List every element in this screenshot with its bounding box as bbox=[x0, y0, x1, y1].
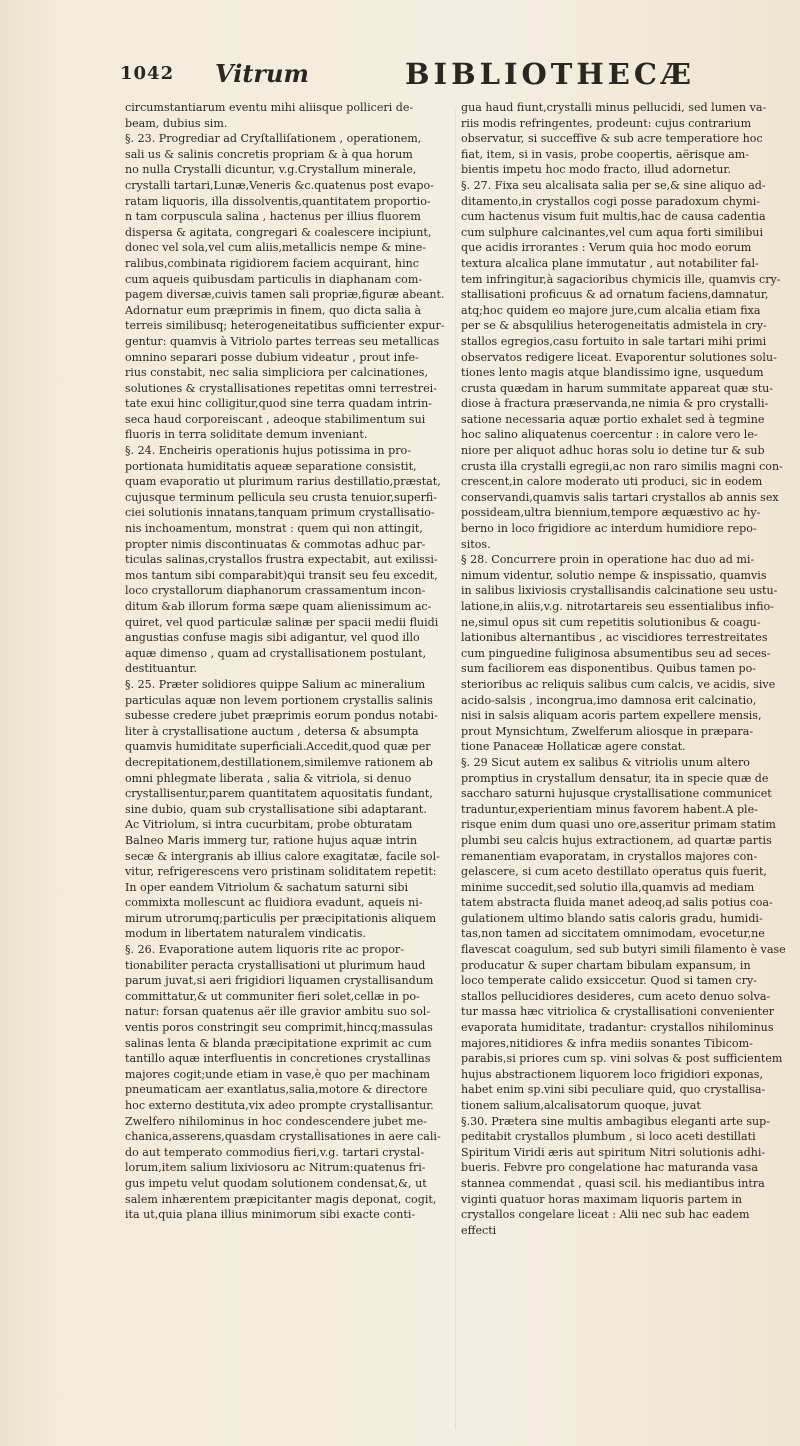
text-line: plumbi seu calcis hujus extractionem, ad quartæ partis bbox=[461, 833, 772, 847]
text-line: salem inhærentem præpicitanter magis deponat, cogit, bbox=[125, 1192, 437, 1206]
text-line: Spiritum Viridi æris aut spiritum Nitri solutionis adhi- bbox=[461, 1145, 766, 1159]
text-line: §. 25. Præter solidiores quippe Salium ac mineralium bbox=[125, 677, 426, 691]
running-title: BIBLIOTHECÆ bbox=[405, 57, 695, 91]
text-line: sterioribus ac reliquis salibus cum calcis, ve acidis, sive bbox=[461, 677, 776, 691]
text-line: tate exui hinc colligitur,quod sine terra quadam intrin- bbox=[125, 397, 432, 411]
text-line: tione Panaceæ Hollaticæ agere constat. bbox=[461, 740, 686, 754]
text-line: fiat, item, si in vasis, probe coopertis, aërisque am- bbox=[461, 147, 750, 161]
text-line: parum juvat,si aeri frigidiori liquamen crystallisandum bbox=[125, 974, 434, 988]
text-line: portionata humiditatis aqueæ separatione consistit, bbox=[125, 459, 417, 473]
text-line: gentur: quamvis à Vitriolo partes terreas seu metallicas bbox=[125, 334, 440, 348]
text-line: omni phlegmate liberata , salia & vitriola, si denuo bbox=[125, 771, 412, 785]
text-line: tatem abstracta fluida manet adeoq,ad salis potius coa- bbox=[461, 896, 773, 910]
text-line: do aut temperato commodius fieri,v.g. tartari crystal- bbox=[125, 1145, 425, 1159]
text-line: effecti bbox=[461, 1223, 497, 1237]
text-line: gus impetu velut quodam solutionem condensat,&, ut bbox=[125, 1176, 427, 1190]
text-line: donec vel sola,vel cum aliis,metallicis nempe & mine- bbox=[125, 241, 427, 255]
text-line: loco temperate calido exsiccetur. Quod si tamen cry- bbox=[461, 974, 758, 988]
text-line: observatur, si succeffive & sub acre temperatiore hoc bbox=[461, 132, 763, 146]
text-line: chanica,asserens,quasdam crystallisationes in aere cali- bbox=[125, 1130, 441, 1144]
text-line: liter à crystallisatione auctum , detersa & absumpta bbox=[125, 724, 419, 738]
text-line: natur: forsan quatenus aër ille gravior ambitu suo sol- bbox=[125, 1005, 431, 1019]
text-line: quam evaporatio ut plurimum rarius destillatio,præstat, bbox=[125, 475, 441, 489]
text-line: vitur, refrigerescens vero pristinam soliditatem repetit: bbox=[125, 865, 437, 879]
text-line: angustias confuse magis sibi adigantur, vel quod illo bbox=[125, 631, 420, 645]
text-line: promptius in crystallum densatur, ita in specie quæ de bbox=[461, 771, 769, 785]
text-line: ralibus,combinata rigidiorem faciem acquirant, hinc bbox=[125, 256, 419, 270]
text-line: diose à fractura præservanda,ne nimia & pro crystalli- bbox=[461, 397, 769, 411]
text-line: sitos. bbox=[461, 537, 491, 551]
text-line: mos tantum sibi comparabit)qui transit seu feu excedit, bbox=[125, 568, 438, 582]
text-line: bueris. Febvre pro congelatione hac maturanda vasa bbox=[461, 1161, 758, 1175]
text-line: possideam,ultra biennium,tempore æquæstivo ac hy- bbox=[461, 506, 761, 520]
text-line: parabis,si priores cum sp. vini solvas & post sufficientem bbox=[461, 1052, 783, 1066]
text-line: flavescat coagulum, sed sub butyri simili filamento è vase bbox=[461, 943, 786, 957]
text-line: secæ & intergranis ab illius calore exagitatæ, facile sol- bbox=[125, 849, 440, 863]
text-line: ventis poros constringit seu comprimit,hincq;massulas bbox=[125, 1021, 433, 1035]
running-name: Vitrum bbox=[215, 59, 309, 88]
text-line: loco crystallorum diaphanorum crassamentum incon- bbox=[125, 584, 426, 598]
text-line: tiones lento magis atque blandissimo igne, usquedum bbox=[461, 366, 764, 380]
text-line: particulas aquæ non levem portionem crystallis salinis bbox=[125, 693, 433, 707]
text-line: commixta mollescunt ac fluidiora evadunt, aqueis ni- bbox=[125, 896, 423, 910]
text-line: nimum videntur, solutio nempe & inspissatio, quamvis bbox=[461, 568, 767, 582]
text-line: lorum,item salium lixiviosoru ac Nitrum:quatenus fri- bbox=[125, 1161, 426, 1175]
text-line: riis modis refringentes, prodeunt: cujus contrarium bbox=[461, 116, 752, 130]
text-line: nisi in salsis aliquam acoris partem expellere mensis, bbox=[461, 709, 762, 723]
text-line: latione,in aliis,v.g. nitrotartareis seu essentialibus infio- bbox=[461, 600, 774, 613]
text-line: hoc salino aliquatenus coercentur : in calore vero le- bbox=[461, 428, 758, 442]
column-gutter bbox=[455, 110, 456, 1430]
text-line: minime succedit,sed solutio illa,quamvis ad mediam bbox=[461, 880, 755, 894]
text-line: ditamento,in crystallos cogi posse paradoxum chymi- bbox=[461, 194, 761, 208]
text-line: hujus abstractionem liquorem loco frigidiori exponas, bbox=[461, 1067, 764, 1081]
text-line: majores cogit;unde etiam in vase,è quo per machinam bbox=[125, 1067, 431, 1081]
text-line: niore per aliquot adhuc horas solu io detine tur & sub bbox=[461, 444, 765, 458]
text-line: Zwelfero nihilominus in hoc condescendere jubet me- bbox=[125, 1114, 427, 1128]
text-line: viginti quatuor horas maximam liquoris partem in bbox=[461, 1192, 743, 1206]
text-line: stannea commendat , quasi scil. his mediantibus intra bbox=[461, 1176, 765, 1190]
text-line: rius constabit, nec salia simpliciora per calcinationes, bbox=[125, 366, 429, 380]
text-line: In oper eandem Vitriolum & sachatum saturni sibi bbox=[125, 880, 409, 894]
text-line: tionem salium,alcalisatorum quoque, juvat bbox=[461, 1099, 701, 1112]
text-line: atq;hoc quidem eo majore jure,cum alcalia etiam fixa bbox=[461, 303, 761, 317]
text-line: acido-salsis , incongrua,imo damnosa erit calcinatio, bbox=[461, 693, 757, 707]
text-line: §.30. Prætera sine multis ambagibus eleganti arte sup- bbox=[461, 1114, 771, 1128]
text-line: §. 26. Evaporatione autem liquoris rite ac propor- bbox=[125, 943, 404, 957]
text-line: crystalli tartari,Lunæ,Veneris &c.quatenus post evapo- bbox=[125, 178, 434, 192]
text-line: §. 27. Fixa seu alcalisata salia per se,& sine aliquo ad- bbox=[461, 178, 766, 192]
text-line: bientis impetu hoc modo fracto, illud adornetur. bbox=[461, 163, 731, 177]
text-line: sali us & salinis concretis propriam & à qua horum bbox=[125, 147, 413, 161]
text-line: mirum utrorumq;particulis per præcipitationis aliquem bbox=[125, 911, 437, 925]
text-line: propter nimis discontinuatas & commotas adhuc par- bbox=[125, 537, 426, 551]
text-line: risque enim dum quasi uno ore,asseritur primam statim bbox=[461, 818, 776, 832]
text-line: tionabiliter peracta crystallisationi ut plurimum haud bbox=[125, 958, 426, 972]
text-line: ita ut,quia plana illius minimorum sibi exacte conti- bbox=[125, 1208, 416, 1222]
text-line: prout Mynsichtum, Zwelferum aliosque in præpara- bbox=[461, 724, 754, 738]
text-line: tantillo aquæ interfluentis in concretiones crystallinas bbox=[125, 1052, 431, 1066]
text-line: crescent,in calore moderato uti produci, sic in eodem bbox=[461, 475, 763, 489]
text-line: lationibus alternantibus , ac viscidiores terrestreitates bbox=[461, 631, 768, 645]
text-line: no nulla Crystalli dicuntur, v.g.Crystallum minerale, bbox=[125, 163, 417, 177]
running-header bbox=[120, 55, 800, 95]
text-line: aquæ dimenso , quam ad crystallisationem postulant, bbox=[125, 646, 427, 660]
text-line: terreis similibusq; heterogeneitatibus sufficienter expur- bbox=[125, 319, 445, 333]
text-line: crystallisentur,parem quantitatem aquositatis fundant, bbox=[125, 787, 433, 801]
text-line: producatur & super chartam bibulam expansum, in bbox=[461, 958, 751, 972]
text-line: traduntur,experientiam minus favorem habent.A ple- bbox=[461, 802, 758, 816]
text-line: gelascere, si cum aceto destillato operatus quis fuerit, bbox=[461, 865, 767, 879]
text-line: sum faciliorem eas disponentibus. Quibus tamen po- bbox=[461, 662, 757, 676]
text-line: stallos pellucidiores desideres, cum aceto denuo solva- bbox=[461, 989, 771, 1003]
text-line: cujusque terminum pellicula seu crusta tenuior,superfi- bbox=[125, 490, 438, 504]
text-line: tur massa hæc vitriolica & crystallisationi convenienter bbox=[461, 1005, 775, 1019]
left-column bbox=[125, 100, 451, 1438]
text-line: modum in libertatem naturalem vindicatis. bbox=[125, 927, 367, 941]
text-line: remanentiam evaporatam, in crystallos majores con- bbox=[461, 849, 758, 863]
text-line: observatos redigere liceat. Evaporentur solutiones solu- bbox=[461, 350, 777, 364]
text-line: Adornatur eum præprimis in finem, quo dicta salia à bbox=[125, 303, 422, 317]
page-number: 1042 bbox=[120, 63, 175, 84]
text-line: conservandi,quamvis salis tartari crystallos ab annis sex bbox=[461, 490, 779, 504]
text-line: beam, dubius sim. bbox=[125, 116, 228, 130]
text-line: n tam corpuscula salina , hactenus per illius fluorem bbox=[125, 210, 421, 224]
text-line: crusta illa crystalli egregii,ac non raro similis magni con- bbox=[461, 459, 783, 473]
text-line: stallisationi proficuus & ad ornatum faciens,damnatur, bbox=[461, 288, 769, 302]
text-line: habet enim sp.vini sibi peculiare quid, quo crystallisa- bbox=[461, 1083, 766, 1097]
text-line: cum pinguedine fuliginosa absumentibus seu ad seces- bbox=[461, 646, 771, 660]
text-line: que acidis irrorantes : Verum quia hoc modo eorum bbox=[461, 241, 752, 255]
text-line: §. 23. Progrediar ad Cryſtalliſationem , operationem, bbox=[125, 132, 422, 146]
text-line: in salibus lixiviosis crystallisandis calcinatione seu ustu- bbox=[461, 584, 778, 598]
text-line: ne,simul opus sit cum repetitis solutionibus & coagu- bbox=[461, 615, 761, 629]
text-line: tem infringitur,à sagacioribus chymicis ille, quamvis cry- bbox=[461, 272, 781, 286]
text-line: gulationem ultimo blando satis caloris gradu, humidi- bbox=[461, 911, 763, 925]
text-line: crystallos congelare liceat : Alii nec sub hac eadem bbox=[461, 1208, 750, 1222]
text-line: hoc externo destituta,vix adeo prompte crystallisantur. bbox=[125, 1099, 434, 1112]
text-line: peditabit crystallos plumbum , si loco aceti destillati bbox=[461, 1130, 756, 1144]
text-line: per se & absqulilius heterogeneitatis admistela in cry- bbox=[461, 319, 767, 333]
text-line: solutiones & crystallisationes repetitas omni terrestrei- bbox=[125, 381, 437, 395]
right-column bbox=[461, 100, 787, 1438]
text-line: gua haud fiunt,crystalli minus pellucidi, sed lumen va- bbox=[461, 101, 767, 114]
text-line: omnino separari posse dubium videatur , prout infe- bbox=[125, 350, 419, 364]
text-line: quiret, vel quod particulæ salinæ per spacii medii fluidi bbox=[125, 615, 439, 629]
text-line: salinas lenta & blanda præcipitatione exprimit ac cum bbox=[125, 1036, 432, 1050]
text-line: saccharo saturni hujusque crystallisatione communicet bbox=[461, 787, 772, 801]
text-line: cum hactenus visum fuit multis,hac de causa cadentia bbox=[461, 210, 766, 224]
text-line: §. 24. Encheiris operationis hujus potissima in pro- bbox=[125, 444, 411, 458]
text-line: cum sulphure calcinantes,vel cum aqua forti similibui bbox=[461, 225, 763, 239]
text-line: destituantur. bbox=[125, 662, 197, 676]
text-line: pneumaticam aer exantlatus,salia,motore & directore bbox=[125, 1083, 428, 1097]
text-line: stallos egregios,casu fortuito in sale tartari mihi primi bbox=[461, 334, 767, 348]
text-line: circumstantiarum eventu mihi aliisque polliceri de- bbox=[125, 101, 414, 114]
text-line: ditum &ab illorum forma sæpe quam alienissimum ac- bbox=[125, 600, 432, 613]
text-line: § 28. Concurrere proin in operatione hac duo ad mi- bbox=[461, 553, 755, 567]
text-line: pagem diversæ,cuivis tamen sali propriæ,figuræ abeant. bbox=[125, 288, 445, 302]
text-line: committatur,& ut communiter fieri solet,cellæ in po- bbox=[125, 989, 420, 1003]
text-line: Ac Vitriolum, si intra cucurbitam, probe obturatam bbox=[125, 818, 413, 832]
text-line: Balneo Maris immerg tur, ratione hujus aquæ intrin bbox=[125, 833, 417, 847]
text-line: crusta quædam in harum summitate appareat quæ stu- bbox=[461, 381, 774, 395]
text-line: sine dubio, quam sub crystallisatione sibi adaptarant. bbox=[125, 802, 427, 816]
text-line: evaporata humiditate, tradantur: crystallos nihilominus bbox=[461, 1021, 774, 1035]
text-line: berno in loco frigidiore ac interdum humidiore repo- bbox=[461, 522, 757, 536]
text-line: ciei solutionis innatans,tanquam primum crystallisatio- bbox=[125, 506, 435, 520]
text-line: dispersa & agitata, congregari & coalescere incipiunt, bbox=[125, 225, 432, 239]
text-line: subesse credere jubet præprimis eorum pondus notabi- bbox=[125, 709, 438, 723]
text-line: ticulas salinas,crystallos frustra expectabit, aut exilissi- bbox=[125, 553, 438, 567]
text-line: cum aqueis quibusdam particulis in diaphanam com- bbox=[125, 272, 423, 286]
text-line: seca haud corporeiscant , adeoque stabilimentum sui bbox=[125, 412, 426, 426]
text-line: ratam liquoris, illa dissolventis,quantitatem proportio- bbox=[125, 194, 431, 208]
text-line: nis inchoamentum, monstrat : quem qui non attingit, bbox=[125, 522, 423, 536]
text-line: satione necessaria aquæ portio exhalet sed à tegmine bbox=[461, 412, 765, 426]
text-line: §. 29 Sicut autem ex salibus & vitriolis unum altero bbox=[461, 755, 750, 769]
text-line: decrepitationem,destillationem,similemve rationem ab bbox=[125, 755, 433, 769]
text-line: tas,non tamen ad siccitatem omnimodam, evocetur,ne bbox=[461, 927, 765, 941]
text-line: textura alcalica plane immutatur , aut notabiliter fal- bbox=[461, 256, 759, 270]
text-line: majores,nitidiores & infra mediis sonantes Tibicom- bbox=[461, 1036, 753, 1050]
text-line: fluoris in terra soliditate demum inveniant. bbox=[125, 428, 368, 442]
text-line: quamvis humiditate superficiali.Accedit,quod quæ per bbox=[125, 740, 431, 754]
